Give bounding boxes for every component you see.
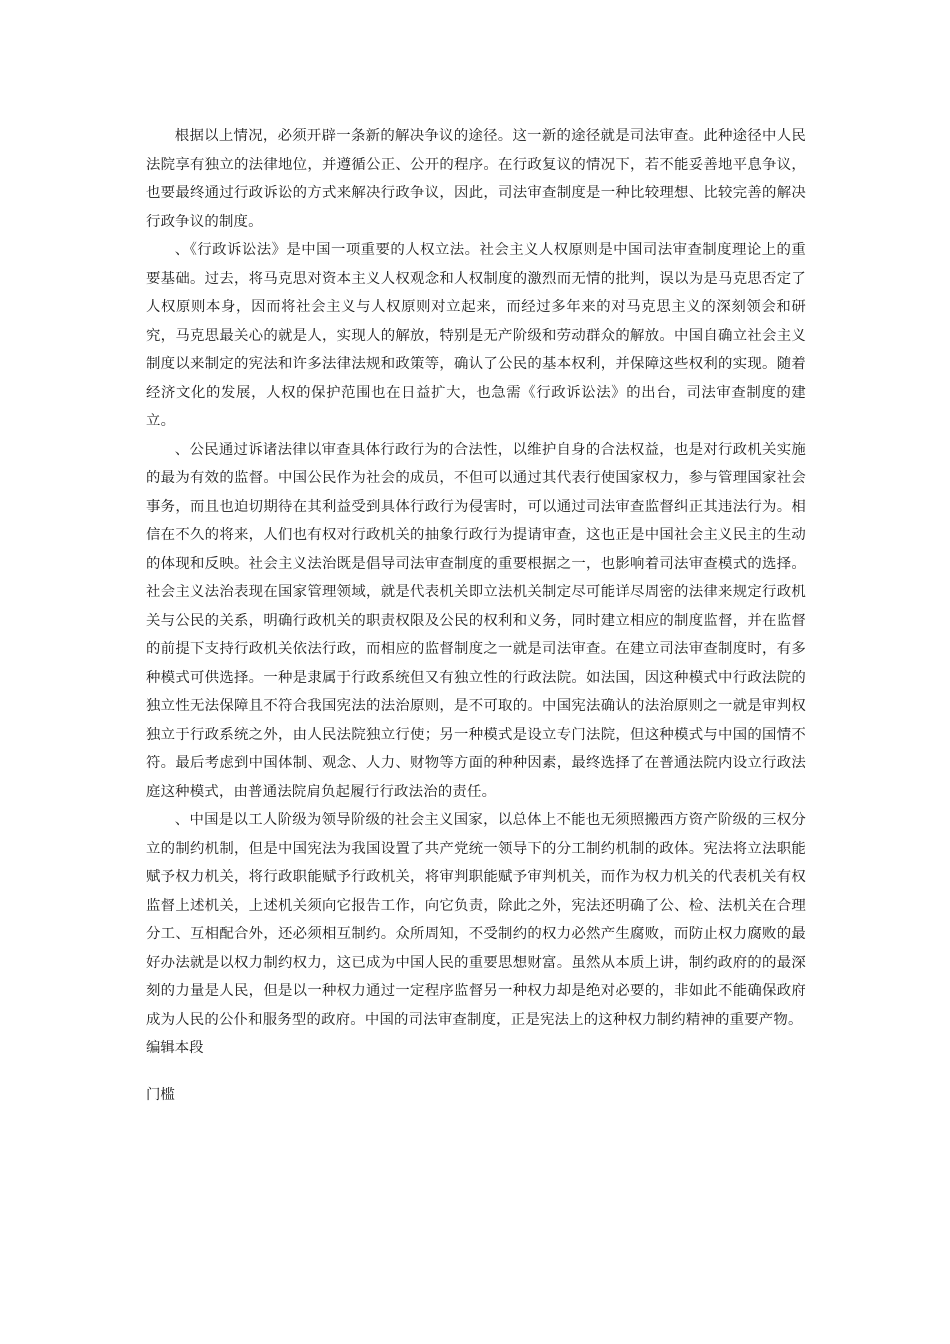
document-body bbox=[146, 122, 806, 1109]
paragraph-1: 根据以上情况，必须开辟一条新的解决争议的途径。这一新的途径就是司法审查。此种途径中人民法院享有独立的法律地位，并遵循公正、公开的程序。在行政复议的情况下，若不能妥善地平息争议，也要最终通过行政诉讼的方式来解决行政争议，因此，司法审查制度是一种比较理想、比较完善的解决行政争议的制度。 bbox=[146, 128, 806, 230]
edit-section-link[interactable]: 编辑本段 bbox=[146, 1040, 204, 1056]
paragraph-2: 、《行政诉讼法》是中国一项重要的人权立法。社会主义人权原则是中国司法审查制度理论上的重要基础。过去，将马克思对资本主义人权观念和人权制度的激烈而无情的批判，误以为是马克思否定了人权原则本身，因而将社会主义与人权原则对立起来，而经过多年来的对马克思主义的深刻领会和研究，马克思最关心的就是人，实现人的解放，特别是无产阶级和劳动群众的解放。中国自确立社会主义制度以来制定的宪法和许多法律法规和政策等，确认了公民的基本权利，并保障这些权利的实现。随着经济文化的发展，人权的保护范围也在日益扩大，也急需《行政诉讼法》的出台，司法审查制度的建立。 bbox=[146, 242, 806, 429]
paragraph-3: 、公民通过诉诸法律以审查具体行政行为的合法性，以维护自身的合法权益，也是对行政机关实施的最为有效的监督。中国公民作为社会的成员，不但可以通过其代表行使国家权力，参与管理国家社会事务，而且也迫切期待在其利益受到具体行政行为侵害时，可以通过司法审查监督纠正其违法行为。相信在不久的将来，人们也有权对行政机关的抽象行政行为提请审查，这也正是中国社会主义民主的生动的体现和反映。社会主义法治既是倡导司法审查制度的重要根据之一，也影响着司法审查模式的选择。社会主义法治表现在国家管理领域，就是代表机关即立法机关制定尽可能详尽周密的法律来规定行政机关与公民的关系，明确行政机关的职责权限及公民的权利和义务，同时建立相应的制度监督，并在监督的前提下支持行政机关依法行政，而相应的监督制度之一就是司法审查。在建立司法审查制度时，有多种模式可供选择。一种是隶属于行政系统但又有独立性的行政法院。如法国，因这种模式中行政法院的独立性无法保障且不符合我国宪法的法治原则，是不可取的。中国宪法确认的法治原则之一就是审判权独立于行政系统之外，由人民法院独立行使；另一种模式是设立专门法院，但这种模式与中国的国情不符。最后考虑到中国体制、观念、人力、财物等方面的种种因素，最终选择了在普通法院内设立行政法庭这种模式，由普通法院肩负起履行行政法治的责任。 bbox=[146, 441, 806, 800]
paragraph-4: 、中国是以工人阶级为领导阶级的社会主义国家，以总体上不能也无须照搬西方资产阶级的三权分立的制约机制，但是中国宪法为我国设置了共产党统一领导下的分工制约机制的政体。宪法将立法职能赋予权力机关，将行政职能赋予行政机关，将审判职能赋予审判机关，而作为权力机关的代表机关有权监督上述机关，上述机关须向它报告工作，向它负责，除此之外，宪法还明确了公、检、法机关在合理分工、互相配合外，还必须相互制约。众所周知，不受制约的权力必然产生腐败，而防止权力腐败的最好办法就是以权力制约权力，这已成为中国人民的重要思想财富。虽然从本质上讲，制约政府的的最深刻的力量是人民，但是以一种权力通过一定程序监督另一种权力却是绝对必要的，非如此不能确保政府成为人民的公仆和服务型的政府。中国的司法审查制度，正是宪法上的这种权力制约精神的重要产物。 bbox=[146, 812, 806, 1028]
section-title: 门槛 bbox=[146, 1086, 175, 1103]
